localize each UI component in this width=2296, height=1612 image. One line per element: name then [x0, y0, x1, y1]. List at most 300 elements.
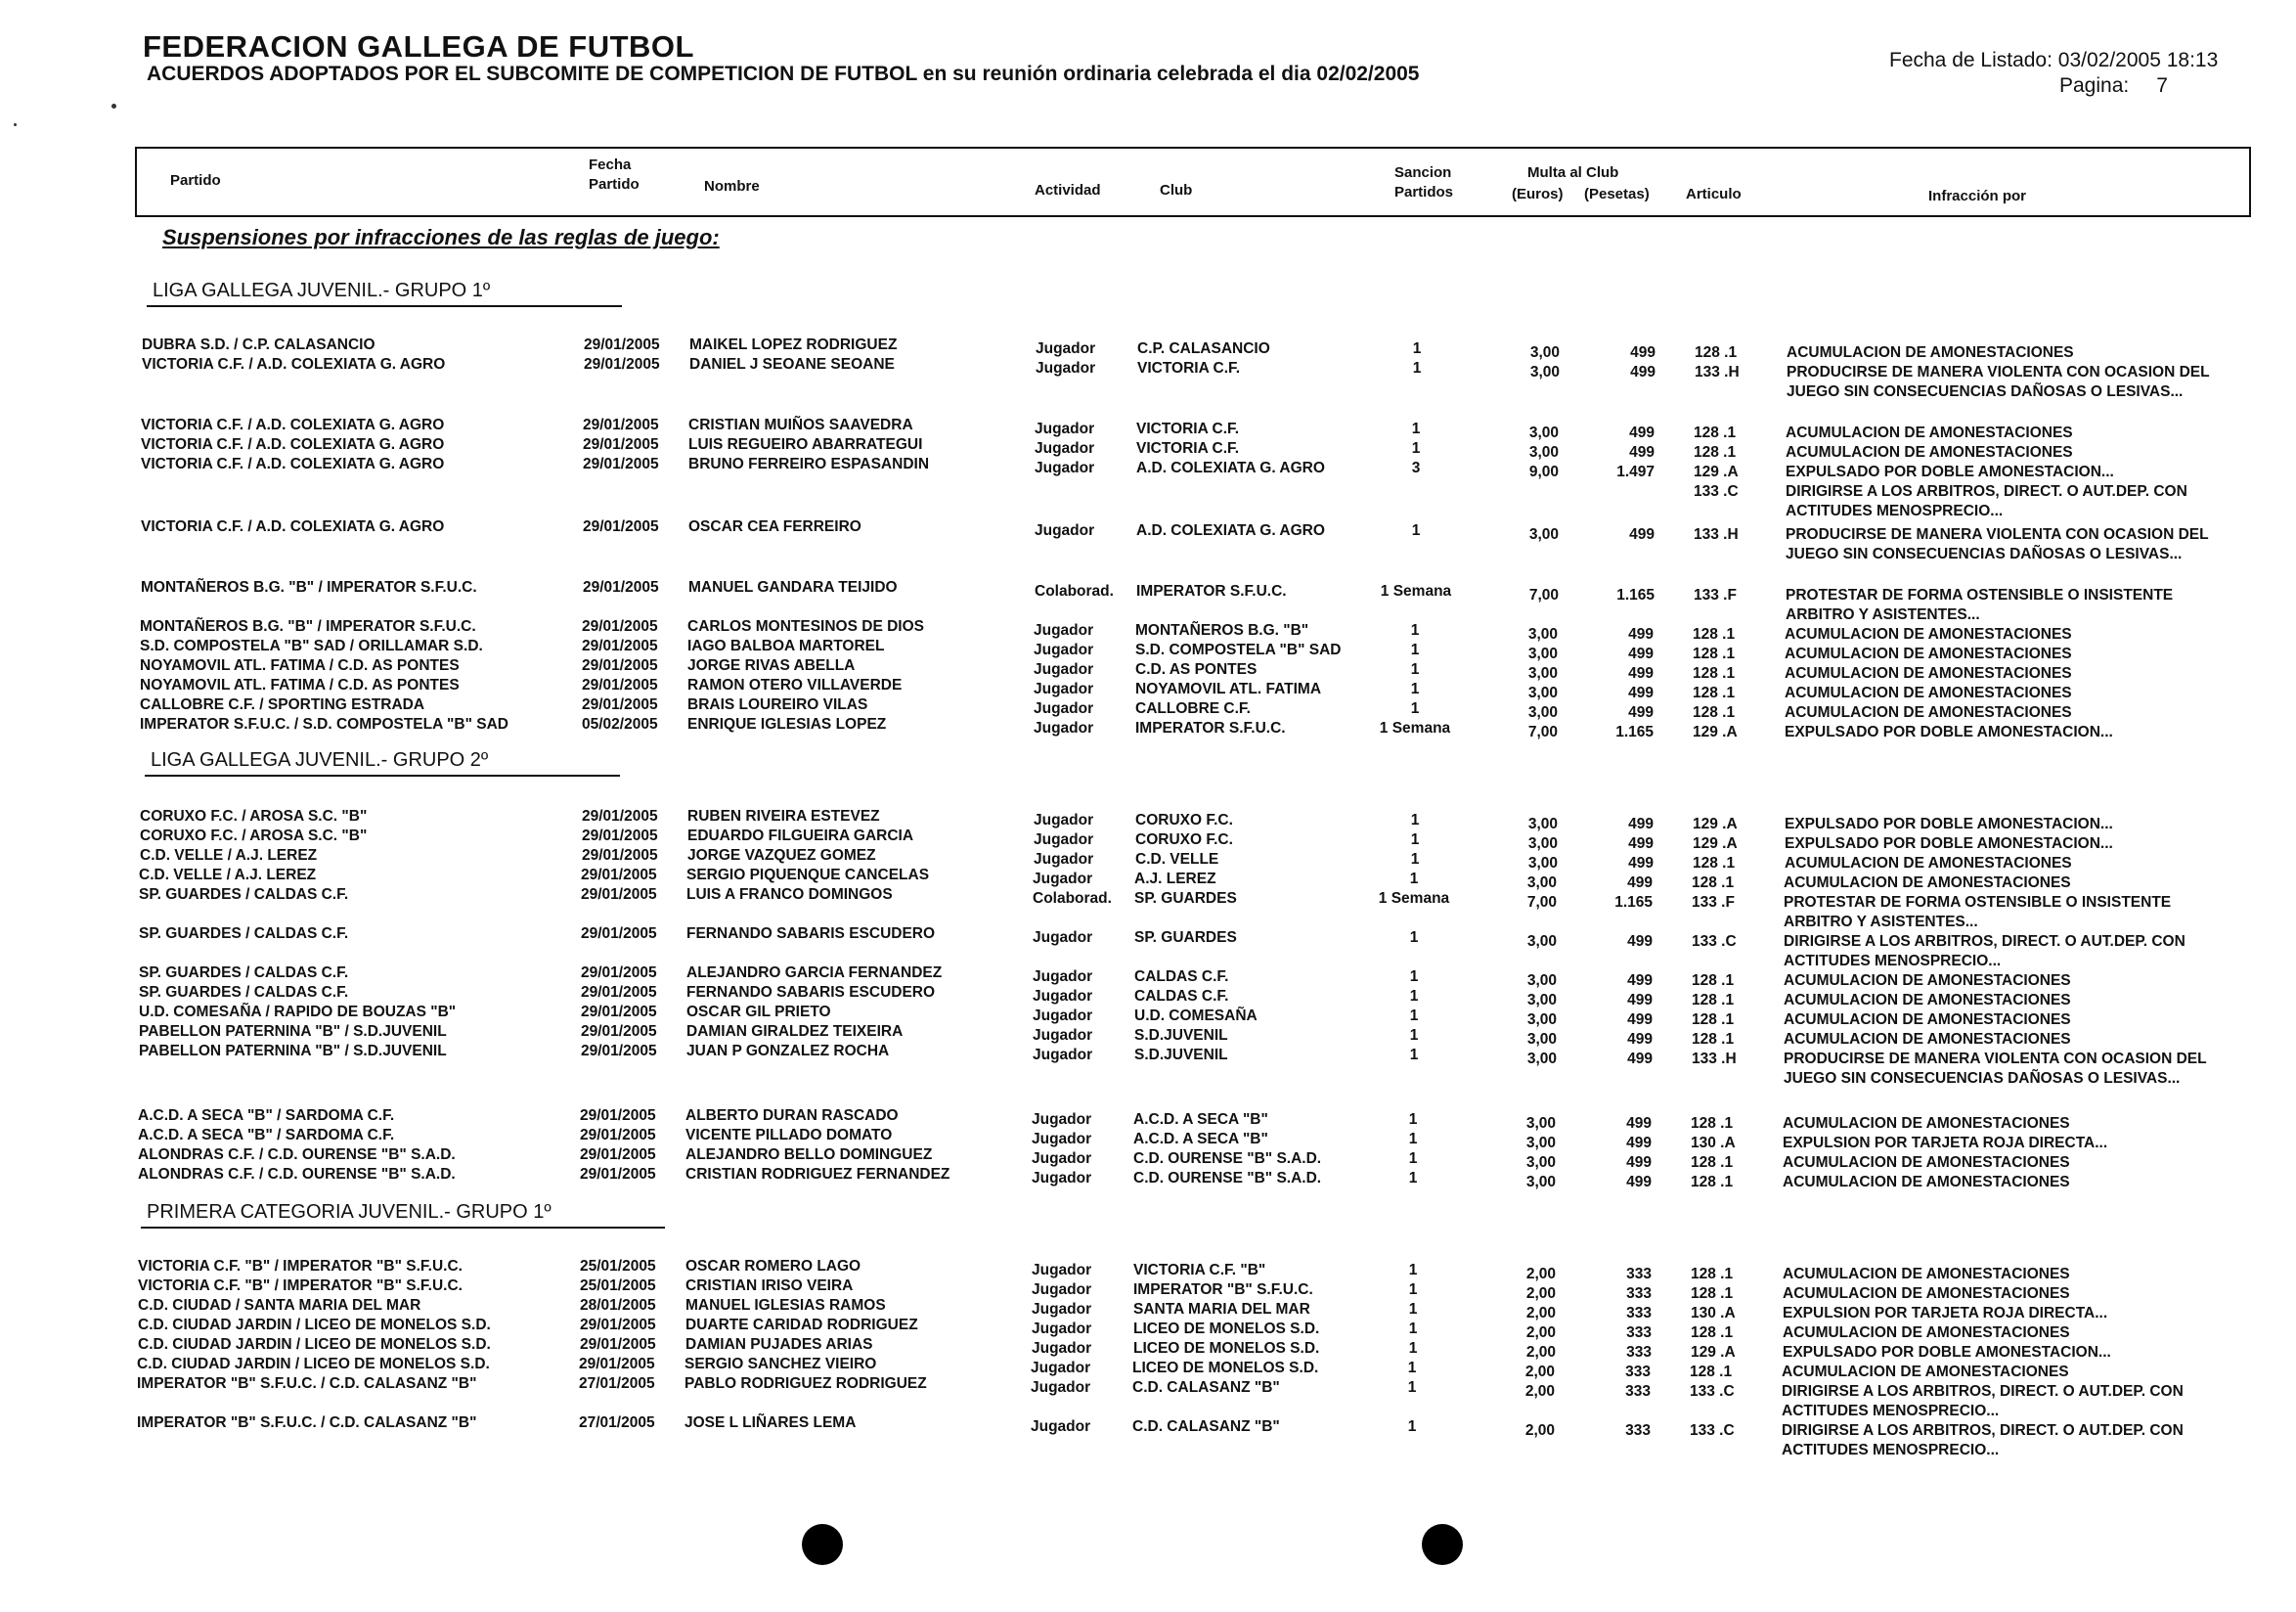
cell-fecha: 29/01/2005	[579, 1356, 655, 1372]
cell-actividad: Jugador	[1036, 340, 1096, 357]
cell-articulo: 128 .1	[1692, 874, 1735, 891]
cell-euros: 2,00	[1524, 1364, 1555, 1380]
cell-partido: PABELLON PATERNINA "B" / S.D.JUVENIL	[139, 1023, 447, 1040]
cell-articulo: 128 .1	[1691, 1324, 1734, 1341]
cell-articulo: 133 .H	[1695, 364, 1740, 381]
cell-sancion: 1 Semana	[1378, 890, 1450, 907]
organization-title: FEDERACION GALLEGA DE FUTBOL	[143, 29, 694, 64]
cell-fecha: 29/01/2005	[580, 1317, 656, 1333]
cell-infraccion: PROTESTAR DE FORMA OSTENSIBLE O INSISTENTE	[1786, 587, 2174, 604]
cell-club: MONTAÑEROS B.G. "B"	[1135, 622, 1309, 639]
cell-sancion: 1	[1410, 681, 1420, 697]
cell-articulo: 128 .1	[1691, 1174, 1734, 1190]
cell-infraccion: PRODUCIRSE DE MANERA VIOLENTA CON OCASION DEL	[1786, 526, 2209, 543]
cell-club: C.D. AS PONTES	[1135, 661, 1258, 678]
cell-infraccion: ACUMULACION DE AMONESTACIONES	[1787, 344, 2074, 361]
cell-euros: 3,00	[1525, 1174, 1556, 1190]
cell-euros: 3,00	[1525, 1135, 1556, 1151]
cell-pesetas: 1.165	[1615, 724, 1654, 740]
cell-pesetas: 333	[1626, 1285, 1652, 1302]
cell-fecha: 29/01/2005	[581, 1004, 657, 1020]
cell-articulo: 128 .1	[1694, 425, 1737, 441]
cell-nombre: OSCAR ROMERO LAGO	[685, 1258, 861, 1275]
cell-partido: CORUXO F.C. / AROSA S.C. "B"	[140, 828, 368, 844]
cell-pesetas: 499	[1627, 1031, 1653, 1048]
cell-partido: IMPERATOR S.F.U.C. / S.D. COMPOSTELA "B" SAD	[140, 716, 508, 733]
cell-fecha: 29/01/2005	[582, 618, 658, 635]
cell-sancion: 1	[1407, 1379, 1417, 1396]
cell-club: A.C.D. A SECA "B"	[1133, 1131, 1268, 1147]
cell-infraccion: EXPULSADO POR DOBLE AMONESTACION...	[1785, 835, 2113, 852]
cell-pesetas: 333	[1625, 1422, 1651, 1439]
cell-infraccion-continuation: ACTITUDES MENOSPRECIO...	[1786, 503, 2004, 519]
cell-partido: VICTORIA C.F. "B" / IMPERATOR "B" S.F.U.C.	[138, 1258, 463, 1275]
cell-club: A.C.D. A SECA "B"	[1133, 1111, 1268, 1128]
cell-nombre: CRISTIAN IRISO VEIRA	[685, 1277, 854, 1294]
cell-fecha: 25/01/2005	[580, 1258, 656, 1275]
cell-partido: MONTAÑEROS B.G. "B" / IMPERATOR S.F.U.C.	[141, 579, 477, 596]
cell-club: SP. GUARDES	[1134, 890, 1237, 907]
cell-euros: 3,00	[1526, 1011, 1557, 1028]
cell-infraccion: DIRIGIRSE A LOS ARBITROS, DIRECT. O AUT.DEP. CON	[1786, 483, 2187, 500]
cell-euros: 3,00	[1528, 444, 1559, 461]
cell-infraccion: EXPULSADO POR DOBLE AMONESTACION...	[1785, 724, 2113, 740]
cell-infraccion: EXPULSION POR TARJETA ROJA DIRECTA...	[1783, 1305, 2108, 1321]
cell-partido: VICTORIA C.F. / A.D. COLEXIATA G. AGRO	[141, 436, 445, 453]
cell-pesetas: 499	[1628, 704, 1654, 721]
cell-sancion: 1	[1411, 440, 1421, 457]
cell-fecha: 29/01/2005	[583, 518, 659, 535]
group-underline	[147, 305, 622, 307]
cell-infraccion: ACUMULACION DE AMONESTACIONES	[1783, 1115, 2070, 1132]
cell-articulo: 128 .1	[1691, 1285, 1734, 1302]
cell-actividad: Jugador	[1033, 988, 1093, 1005]
group-underline	[145, 775, 620, 777]
cell-club: S.D.JUVENIL	[1134, 1047, 1228, 1063]
cell-fecha: 29/01/2005	[584, 356, 660, 373]
cell-sancion: 1	[1408, 1131, 1418, 1147]
cell-euros: 9,00	[1528, 464, 1559, 480]
cell-articulo: 128 .1	[1693, 685, 1736, 701]
cell-fecha: 29/01/2005	[582, 638, 658, 654]
col-partido: Partido	[170, 172, 221, 189]
cell-club: U.D. COMESAÑA	[1134, 1008, 1258, 1024]
cell-fecha: 29/01/2005	[583, 579, 659, 596]
cell-fecha: 05/02/2005	[582, 716, 658, 733]
cell-nombre: BRAIS LOUREIRO VILAS	[687, 696, 868, 713]
cell-infraccion: EXPULSADO POR DOBLE AMONESTACION...	[1783, 1344, 2111, 1361]
cell-pesetas: 499	[1628, 665, 1654, 682]
cell-fecha: 29/01/2005	[582, 657, 658, 674]
cell-infraccion-continuation: JUEGO SIN CONSECUENCIAS DAÑOSAS O LESIVAS...	[1786, 546, 2183, 562]
cell-euros: 7,00	[1526, 894, 1557, 911]
cell-fecha: 29/01/2005	[582, 677, 658, 694]
cell-euros: 3,00	[1527, 626, 1558, 643]
cell-club: IMPERATOR "B" S.F.U.C.	[1133, 1281, 1313, 1298]
cell-nombre: IAGO BALBOA MARTOREL	[687, 638, 885, 654]
cell-nombre: OSCAR GIL PRIETO	[686, 1004, 831, 1020]
cell-euros: 3,00	[1527, 855, 1558, 872]
cell-articulo: 133 .F	[1692, 894, 1735, 911]
cell-pesetas: 333	[1625, 1383, 1651, 1400]
cell-nombre: BRUNO FERREIRO ESPASANDIN	[688, 456, 930, 472]
cell-partido: ALONDRAS C.F. / C.D. OURENSE "B" S.A.D.	[138, 1146, 456, 1163]
cell-actividad: Jugador	[1034, 700, 1094, 717]
cell-actividad: Jugador	[1033, 1047, 1093, 1063]
cell-club: C.D. CALASANZ "B"	[1132, 1379, 1280, 1396]
cell-fecha: 29/01/2005	[581, 964, 657, 981]
cell-fecha: 29/01/2005	[580, 1146, 656, 1163]
listing-date: Fecha de Listado: 03/02/2005 18:13	[1889, 49, 2219, 71]
cell-nombre: MANUEL GANDARA TEIJIDO	[688, 579, 898, 596]
cell-nombre: FERNANDO SABARIS ESCUDERO	[686, 984, 936, 1001]
cell-pesetas: 499	[1626, 1115, 1652, 1132]
cell-fecha: 29/01/2005	[581, 867, 657, 883]
cell-pesetas: 499	[1627, 1011, 1653, 1028]
cell-nombre: CRISTIAN RODRIGUEZ FERNANDEZ	[685, 1166, 950, 1183]
cell-articulo: 129 .A	[1694, 464, 1739, 480]
cell-sancion: 1	[1408, 1170, 1418, 1187]
cell-articulo: 128 .1	[1692, 1011, 1735, 1028]
cell-sancion: 1	[1408, 1281, 1418, 1298]
cell-club: CORUXO F.C.	[1135, 831, 1233, 848]
cell-nombre: VICENTE PILLADO DOMATO	[685, 1127, 893, 1143]
cell-sancion: 3	[1411, 460, 1421, 476]
cell-partido: PABELLON PATERNINA "B" / S.D.JUVENIL	[139, 1043, 447, 1059]
cell-fecha: 29/01/2005	[583, 456, 659, 472]
cell-euros: 3,00	[1528, 526, 1559, 543]
cell-sancion: 1	[1412, 360, 1422, 377]
cell-actividad: Jugador	[1034, 661, 1094, 678]
cell-infraccion: ACUMULACION DE AMONESTACIONES	[1783, 1174, 2070, 1190]
cell-partido: VICTORIA C.F. / A.D. COLEXIATA G. AGRO	[141, 456, 445, 472]
cell-club: CALDAS C.F.	[1134, 988, 1229, 1005]
cell-pesetas: 333	[1626, 1266, 1652, 1282]
cell-sancion: 1 Semana	[1379, 720, 1451, 737]
cell-partido: SP. GUARDES / CALDAS C.F.	[139, 925, 349, 942]
cell-pesetas: 499	[1627, 992, 1653, 1008]
cell-articulo: 128 .1	[1693, 704, 1736, 721]
cell-infraccion: EXPULSADO POR DOBLE AMONESTACION...	[1785, 816, 2113, 832]
cell-articulo: 133 .H	[1694, 526, 1739, 543]
cell-fecha: 29/01/2005	[581, 1023, 657, 1040]
cell-club: C.D. OURENSE "B" S.A.D.	[1133, 1150, 1322, 1167]
col-fecha-partido: Partido	[589, 176, 640, 193]
cell-sancion: 1	[1409, 1008, 1419, 1024]
cell-actividad: Jugador	[1034, 851, 1094, 868]
cell-euros: 3,00	[1529, 364, 1560, 381]
cell-infraccion: ACUMULACION DE AMONESTACIONES	[1784, 972, 2071, 989]
document-subtitle: ACUERDOS ADOPTADOS POR EL SUBCOMITE DE COMPETICION DE FUTBOL en su reunión ordinaria celebrada el dia 02/02/2005	[147, 63, 1420, 85]
cell-articulo: 128 .1	[1692, 972, 1735, 989]
cell-club: NOYAMOVIL ATL. FATIMA	[1135, 681, 1322, 697]
cell-articulo: 128 .1	[1691, 1266, 1734, 1282]
cell-pesetas: 499	[1629, 425, 1655, 441]
cell-partido: SP. GUARDES / CALDAS C.F.	[139, 964, 349, 981]
col-sancion: Sancion	[1394, 164, 1452, 181]
cell-actividad: Jugador	[1034, 720, 1094, 737]
cell-nombre: CARLOS MONTESINOS DE DIOS	[687, 618, 924, 635]
scan-speck	[14, 123, 17, 126]
cell-partido: C.D. CIUDAD JARDIN / LICEO DE MONELOS S.D.	[137, 1356, 490, 1372]
cell-articulo: 133 .C	[1690, 1383, 1735, 1400]
cell-actividad: Jugador	[1034, 642, 1094, 658]
cell-actividad: Jugador	[1032, 1281, 1092, 1298]
cell-infraccion-continuation: JUEGO SIN CONSECUENCIAS DAÑOSAS O LESIVAS...	[1784, 1070, 2181, 1087]
cell-euros: 2,00	[1525, 1266, 1556, 1282]
cell-euros: 7,00	[1528, 587, 1559, 604]
scan-speck	[111, 104, 116, 109]
cell-nombre: JOSE L LIÑARES LEMA	[684, 1414, 857, 1431]
cell-nombre: JORGE VAZQUEZ GOMEZ	[687, 847, 876, 864]
cell-infraccion: ACUMULACION DE AMONESTACIONES	[1783, 1154, 2070, 1171]
cell-sancion: 1	[1410, 831, 1420, 848]
cell-sancion: 1	[1409, 929, 1419, 946]
cell-actividad: Jugador	[1031, 1360, 1091, 1376]
cell-infraccion: ACUMULACION DE AMONESTACIONES	[1782, 1364, 2069, 1380]
cell-nombre: ENRIQUE IGLESIAS LOPEZ	[687, 716, 887, 733]
cell-infraccion: ACUMULACION DE AMONESTACIONES	[1785, 646, 2072, 662]
cell-nombre: ALEJANDRO GARCIA FERNANDEZ	[686, 964, 943, 981]
cell-pesetas: 333	[1626, 1305, 1652, 1321]
cell-partido: NOYAMOVIL ATL. FATIMA / C.D. AS PONTES	[140, 657, 460, 674]
cell-nombre: ALBERTO DURAN RASCADO	[685, 1107, 899, 1124]
cell-pesetas: 333	[1626, 1344, 1652, 1361]
cell-infraccion-continuation: ACTITUDES MENOSPRECIO...	[1784, 953, 2002, 969]
cell-partido: VICTORIA C.F. / A.D. COLEXIATA G. AGRO	[141, 518, 445, 535]
cell-infraccion-continuation: ARBITRO Y ASISTENTES...	[1784, 914, 1978, 930]
cell-pesetas: 499	[1628, 685, 1654, 701]
cell-club: C.P. CALASANCIO	[1137, 340, 1270, 357]
cell-sancion: 1	[1409, 988, 1419, 1005]
cell-fecha: 29/01/2005	[580, 1107, 656, 1124]
cell-fecha: 29/01/2005	[581, 1043, 657, 1059]
punch-hole	[1422, 1524, 1463, 1565]
cell-nombre: DAMIAN GIRALDEZ TEIXEIRA	[686, 1023, 904, 1040]
cell-euros: 3,00	[1525, 1115, 1556, 1132]
section-title: Suspensiones por infracciones de las reglas de juego:	[162, 225, 720, 249]
cell-actividad: Jugador	[1032, 1262, 1092, 1278]
cell-articulo: 133 .C	[1694, 483, 1739, 500]
cell-pesetas: 499	[1627, 874, 1653, 891]
cell-pesetas: 499	[1628, 626, 1654, 643]
cell-club: C.D. VELLE	[1135, 851, 1219, 868]
cell-articulo: 129 .A	[1693, 835, 1738, 852]
cell-infraccion: PROTESTAR DE FORMA OSTENSIBLE O INSISTENTE	[1784, 894, 2172, 911]
cell-pesetas: 499	[1626, 1154, 1652, 1171]
cell-fecha: 29/01/2005	[582, 828, 658, 844]
cell-sancion: 1	[1408, 1321, 1418, 1337]
cell-partido: VICTORIA C.F. / A.D. COLEXIATA G. AGRO	[141, 417, 445, 433]
cell-partido: VICTORIA C.F. "B" / IMPERATOR "B" S.F.U.C.	[138, 1277, 463, 1294]
cell-partido: C.D. CIUDAD JARDIN / LICEO DE MONELOS S.D.	[138, 1336, 491, 1353]
col-pesetas: (Pesetas)	[1584, 186, 1650, 202]
cell-infraccion: ACUMULACION DE AMONESTACIONES	[1785, 704, 2072, 721]
cell-euros: 2,00	[1524, 1383, 1555, 1400]
cell-club: IMPERATOR S.F.U.C.	[1135, 720, 1286, 737]
cell-partido: A.C.D. A SECA "B" / SARDOMA C.F.	[138, 1107, 395, 1124]
cell-articulo: 128 .1	[1690, 1364, 1733, 1380]
cell-club: SANTA MARIA DEL MAR	[1133, 1301, 1310, 1318]
col-actividad: Actividad	[1035, 182, 1101, 199]
cell-fecha: 29/01/2005	[580, 1336, 656, 1353]
cell-euros: 3,00	[1527, 835, 1558, 852]
cell-infraccion: ACUMULACION DE AMONESTACIONES	[1786, 425, 2073, 441]
cell-euros: 3,00	[1526, 1051, 1557, 1067]
cell-fecha: 29/01/2005	[582, 696, 658, 713]
cell-articulo: 130 .A	[1691, 1305, 1736, 1321]
cell-partido: C.D. CIUDAD JARDIN / LICEO DE MONELOS S.D.	[138, 1317, 491, 1333]
cell-partido: VICTORIA C.F. / A.D. COLEXIATA G. AGRO	[142, 356, 446, 373]
cell-infraccion: ACUMULACION DE AMONESTACIONES	[1785, 855, 2072, 872]
cell-actividad: Jugador	[1032, 1131, 1092, 1147]
cell-articulo: 133 .F	[1694, 587, 1737, 604]
cell-fecha: 29/01/2005	[583, 436, 659, 453]
cell-pesetas: 499	[1627, 972, 1653, 989]
col-sancion-partidos: Partidos	[1394, 184, 1454, 201]
col-infraccion: Infracción por	[1928, 188, 2027, 204]
cell-club: S.D.JUVENIL	[1134, 1027, 1228, 1044]
cell-actividad: Colaborad.	[1033, 890, 1112, 907]
cell-nombre: SERGIO PIQUENQUE CANCELAS	[686, 867, 930, 883]
cell-club: A.J. LEREZ	[1134, 871, 1216, 887]
cell-pesetas: 499	[1630, 364, 1656, 381]
cell-nombre: DAMIAN PUJADES ARIAS	[685, 1336, 873, 1353]
cell-sancion: 1	[1408, 1111, 1418, 1128]
cell-fecha: 29/01/2005	[581, 925, 657, 942]
cell-infraccion: ACUMULACION DE AMONESTACIONES	[1784, 1011, 2071, 1028]
cell-sancion: 1	[1410, 851, 1420, 868]
cell-nombre: JUAN P GONZALEZ ROCHA	[686, 1043, 890, 1059]
cell-nombre: LUIS A FRANCO DOMINGOS	[686, 886, 893, 903]
cell-pesetas: 499	[1626, 1174, 1652, 1190]
cell-actividad: Jugador	[1035, 522, 1095, 539]
cell-articulo: 133 .H	[1692, 1051, 1737, 1067]
cell-partido: U.D. COMESAÑA / RAPIDO DE BOUZAS "B"	[139, 1004, 457, 1020]
cell-nombre: MANUEL IGLESIAS RAMOS	[685, 1297, 886, 1314]
cell-partido: ALONDRAS C.F. / C.D. OURENSE "B" S.A.D.	[138, 1166, 456, 1183]
cell-pesetas: 499	[1629, 444, 1655, 461]
cell-actividad: Jugador	[1033, 968, 1093, 985]
cell-fecha: 29/01/2005	[582, 808, 658, 825]
cell-infraccion: ACUMULACION DE AMONESTACIONES	[1785, 685, 2072, 701]
cell-actividad: Jugador	[1032, 1170, 1092, 1187]
cell-sancion: 1	[1412, 340, 1422, 357]
cell-nombre: EDUARDO FILGUEIRA GARCIA	[687, 828, 914, 844]
cell-infraccion: ACUMULACION DE AMONESTACIONES	[1784, 1031, 2071, 1048]
cell-actividad: Jugador	[1032, 1340, 1092, 1357]
col-euros: (Euros)	[1512, 186, 1564, 202]
cell-partido: C.D. VELLE / A.J. LEREZ	[140, 847, 318, 864]
cell-infraccion: ACUMULACION DE AMONESTACIONES	[1783, 1324, 2070, 1341]
cell-club: A.D. COLEXIATA G. AGRO	[1136, 522, 1325, 539]
cell-sancion: 1	[1408, 1150, 1418, 1167]
cell-articulo: 128 .1	[1693, 626, 1736, 643]
cell-euros: 3,00	[1526, 972, 1557, 989]
group-title: PRIMERA CATEGORIA JUVENIL.- GRUPO 1º	[147, 1201, 552, 1223]
cell-infraccion: DIRIGIRSE A LOS ARBITROS, DIRECT. O AUT.DEP. CON	[1782, 1383, 2184, 1400]
group-underline	[141, 1227, 665, 1229]
cell-club: CALDAS C.F.	[1134, 968, 1229, 985]
cell-partido: CORUXO F.C. / AROSA S.C. "B"	[140, 808, 368, 825]
cell-articulo: 128 .1	[1693, 646, 1736, 662]
cell-sancion: 1	[1409, 1027, 1419, 1044]
cell-club: SP. GUARDES	[1134, 929, 1237, 946]
cell-nombre: MAIKEL LOPEZ RODRIGUEZ	[689, 336, 898, 353]
cell-sancion: 1	[1409, 871, 1419, 887]
cell-actividad: Jugador	[1033, 871, 1093, 887]
cell-euros: 3,00	[1527, 685, 1558, 701]
cell-club: LICEO DE MONELOS S.D.	[1132, 1360, 1319, 1376]
column-header-box	[135, 147, 2251, 217]
cell-club: VICTORIA C.F. "B"	[1133, 1262, 1266, 1278]
cell-sancion: 1	[1408, 1340, 1418, 1357]
col-fecha: Fecha	[589, 157, 632, 173]
cell-club: C.D. CALASANZ "B"	[1132, 1418, 1280, 1435]
cell-pesetas: 499	[1628, 646, 1654, 662]
cell-partido: C.D. VELLE / A.J. LEREZ	[139, 867, 317, 883]
cell-actividad: Jugador	[1032, 1111, 1092, 1128]
cell-pesetas: 499	[1628, 816, 1654, 832]
cell-fecha: 29/01/2005	[581, 886, 657, 903]
cell-club: C.D. OURENSE "B" S.A.D.	[1133, 1170, 1322, 1187]
cell-fecha: 29/01/2005	[582, 847, 658, 864]
cell-nombre: SERGIO SANCHEZ VIEIRO	[684, 1356, 877, 1372]
cell-sancion: 1	[1409, 1047, 1419, 1063]
col-multa: Multa al Club	[1527, 164, 1619, 181]
cell-actividad: Jugador	[1033, 929, 1093, 946]
cell-fecha: 29/01/2005	[580, 1127, 656, 1143]
cell-nombre: PABLO RODRIGUEZ RODRIGUEZ	[684, 1375, 927, 1392]
cell-nombre: CRISTIAN MUIÑOS SAAVEDRA	[688, 417, 913, 433]
cell-articulo: 128 .1	[1695, 344, 1738, 361]
cell-partido: C.D. CIUDAD / SANTA MARIA DEL MAR	[138, 1297, 421, 1314]
cell-partido: CALLOBRE C.F. / SPORTING ESTRADA	[140, 696, 425, 713]
cell-actividad: Jugador	[1031, 1379, 1091, 1396]
cell-partido: DUBRA S.D. / C.P. CALASANCIO	[142, 336, 375, 353]
cell-infraccion: ACUMULACION DE AMONESTACIONES	[1786, 444, 2073, 461]
cell-infraccion: ACUMULACION DE AMONESTACIONES	[1783, 1266, 2070, 1282]
cell-articulo: 133 .C	[1692, 933, 1737, 950]
cell-euros: 2,00	[1525, 1324, 1556, 1341]
cell-fecha: 27/01/2005	[579, 1375, 655, 1392]
cell-infraccion-continuation: JUEGO SIN CONSECUENCIAS DAÑOSAS O LESIVAS...	[1787, 383, 2184, 400]
col-club: Club	[1160, 182, 1193, 199]
cell-sancion: 1	[1408, 1301, 1418, 1318]
cell-fecha: 29/01/2005	[580, 1166, 656, 1183]
cell-pesetas: 499	[1628, 835, 1654, 852]
cell-partido: MONTAÑEROS B.G. "B" / IMPERATOR S.F.U.C.	[140, 618, 476, 635]
cell-articulo: 130 .A	[1691, 1135, 1736, 1151]
cell-articulo: 129 .A	[1691, 1344, 1736, 1361]
cell-partido: S.D. COMPOSTELA "B" SAD / ORILLAMAR S.D.	[140, 638, 483, 654]
cell-euros: 2,00	[1525, 1305, 1556, 1321]
cell-sancion: 1	[1408, 1262, 1418, 1278]
cell-club: CORUXO F.C.	[1135, 812, 1233, 828]
cell-pesetas: 499	[1626, 1135, 1652, 1151]
cell-euros: 3,00	[1527, 665, 1558, 682]
cell-euros: 2,00	[1525, 1285, 1556, 1302]
cell-pesetas: 499	[1628, 855, 1654, 872]
cell-nombre: DUARTE CARIDAD RODRIGUEZ	[685, 1317, 918, 1333]
cell-articulo: 128 .1	[1691, 1115, 1734, 1132]
cell-infraccion: ACUMULACION DE AMONESTACIONES	[1785, 665, 2072, 682]
cell-articulo: 128 .1	[1692, 992, 1735, 1008]
cell-club: VICTORIA C.F.	[1136, 421, 1240, 437]
cell-actividad: Jugador	[1032, 1301, 1092, 1318]
cell-pesetas: 1.497	[1616, 464, 1655, 480]
cell-nombre: FERNANDO SABARIS ESCUDERO	[686, 925, 936, 942]
